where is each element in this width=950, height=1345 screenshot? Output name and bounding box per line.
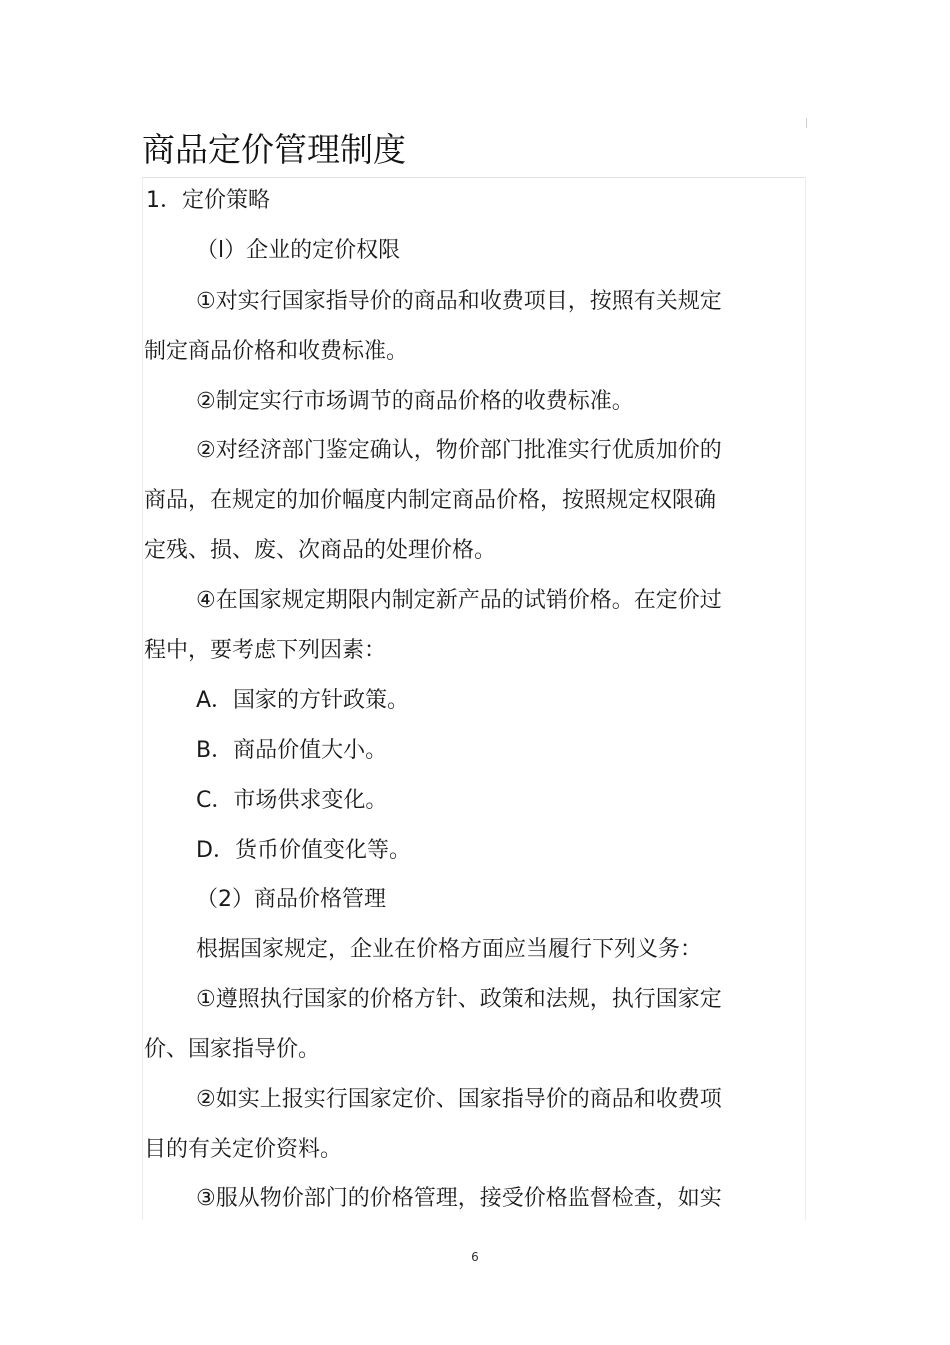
list-item: C．市场供求变化。 — [196, 788, 388, 813]
paragraph-line: ②如实上报实行国家定价、国家指导价的商品和收费项 — [196, 1087, 722, 1112]
paragraph-line: 商品，在规定的加价幅度内制定商品价格，按照规定权限确 — [144, 488, 717, 513]
list-item: B．商品价值大小。 — [196, 738, 388, 763]
paragraph-line: ③服从物价部门的价格管理，接受价格监督检查，如实 — [196, 1186, 722, 1211]
paragraph-line: 制定商品价格和收费标准。 — [144, 339, 409, 364]
document-title: 商品定价管理制度 — [142, 130, 406, 169]
paragraph-line: ①对实行国家指导价的商品和收费项目，按照有关规定 — [196, 289, 722, 314]
paragraph-line: 定残、损、废、次商品的处理价格。 — [144, 538, 497, 563]
paragraph-line: ①遵照执行国家的价格方针、政策和法规，执行国家定 — [196, 987, 722, 1012]
section-heading: 1．定价策略 — [146, 188, 270, 213]
paragraph-line: 根据国家规定，企业在价格方面应当履行下列义务： — [196, 937, 703, 962]
paragraph-line: ②制定实行市场调节的商品价格的收费标准。 — [196, 389, 634, 414]
paragraph-line: ②对经济部门鉴定确认，物价部门批准实行优质加价的 — [196, 438, 722, 463]
paragraph-line: 目的有关定价资料。 — [144, 1137, 343, 1162]
corner-mark — [806, 118, 807, 128]
subsection-heading: （2）商品价格管理 — [196, 887, 386, 912]
page-number: 6 — [471, 1250, 479, 1264]
paragraph-line: 程中，要考虑下列因素： — [144, 638, 387, 663]
list-item: D．货币价值变化等。 — [196, 838, 411, 863]
paragraph-line: ④在国家规定期限内制定新产品的试销价格。在定价过 — [196, 588, 722, 613]
paragraph-line: 价、国家指导价。 — [144, 1037, 321, 1062]
subsection-heading: （l）企业的定价权限 — [196, 238, 401, 263]
list-item: A．国家的方针政策。 — [196, 688, 410, 713]
